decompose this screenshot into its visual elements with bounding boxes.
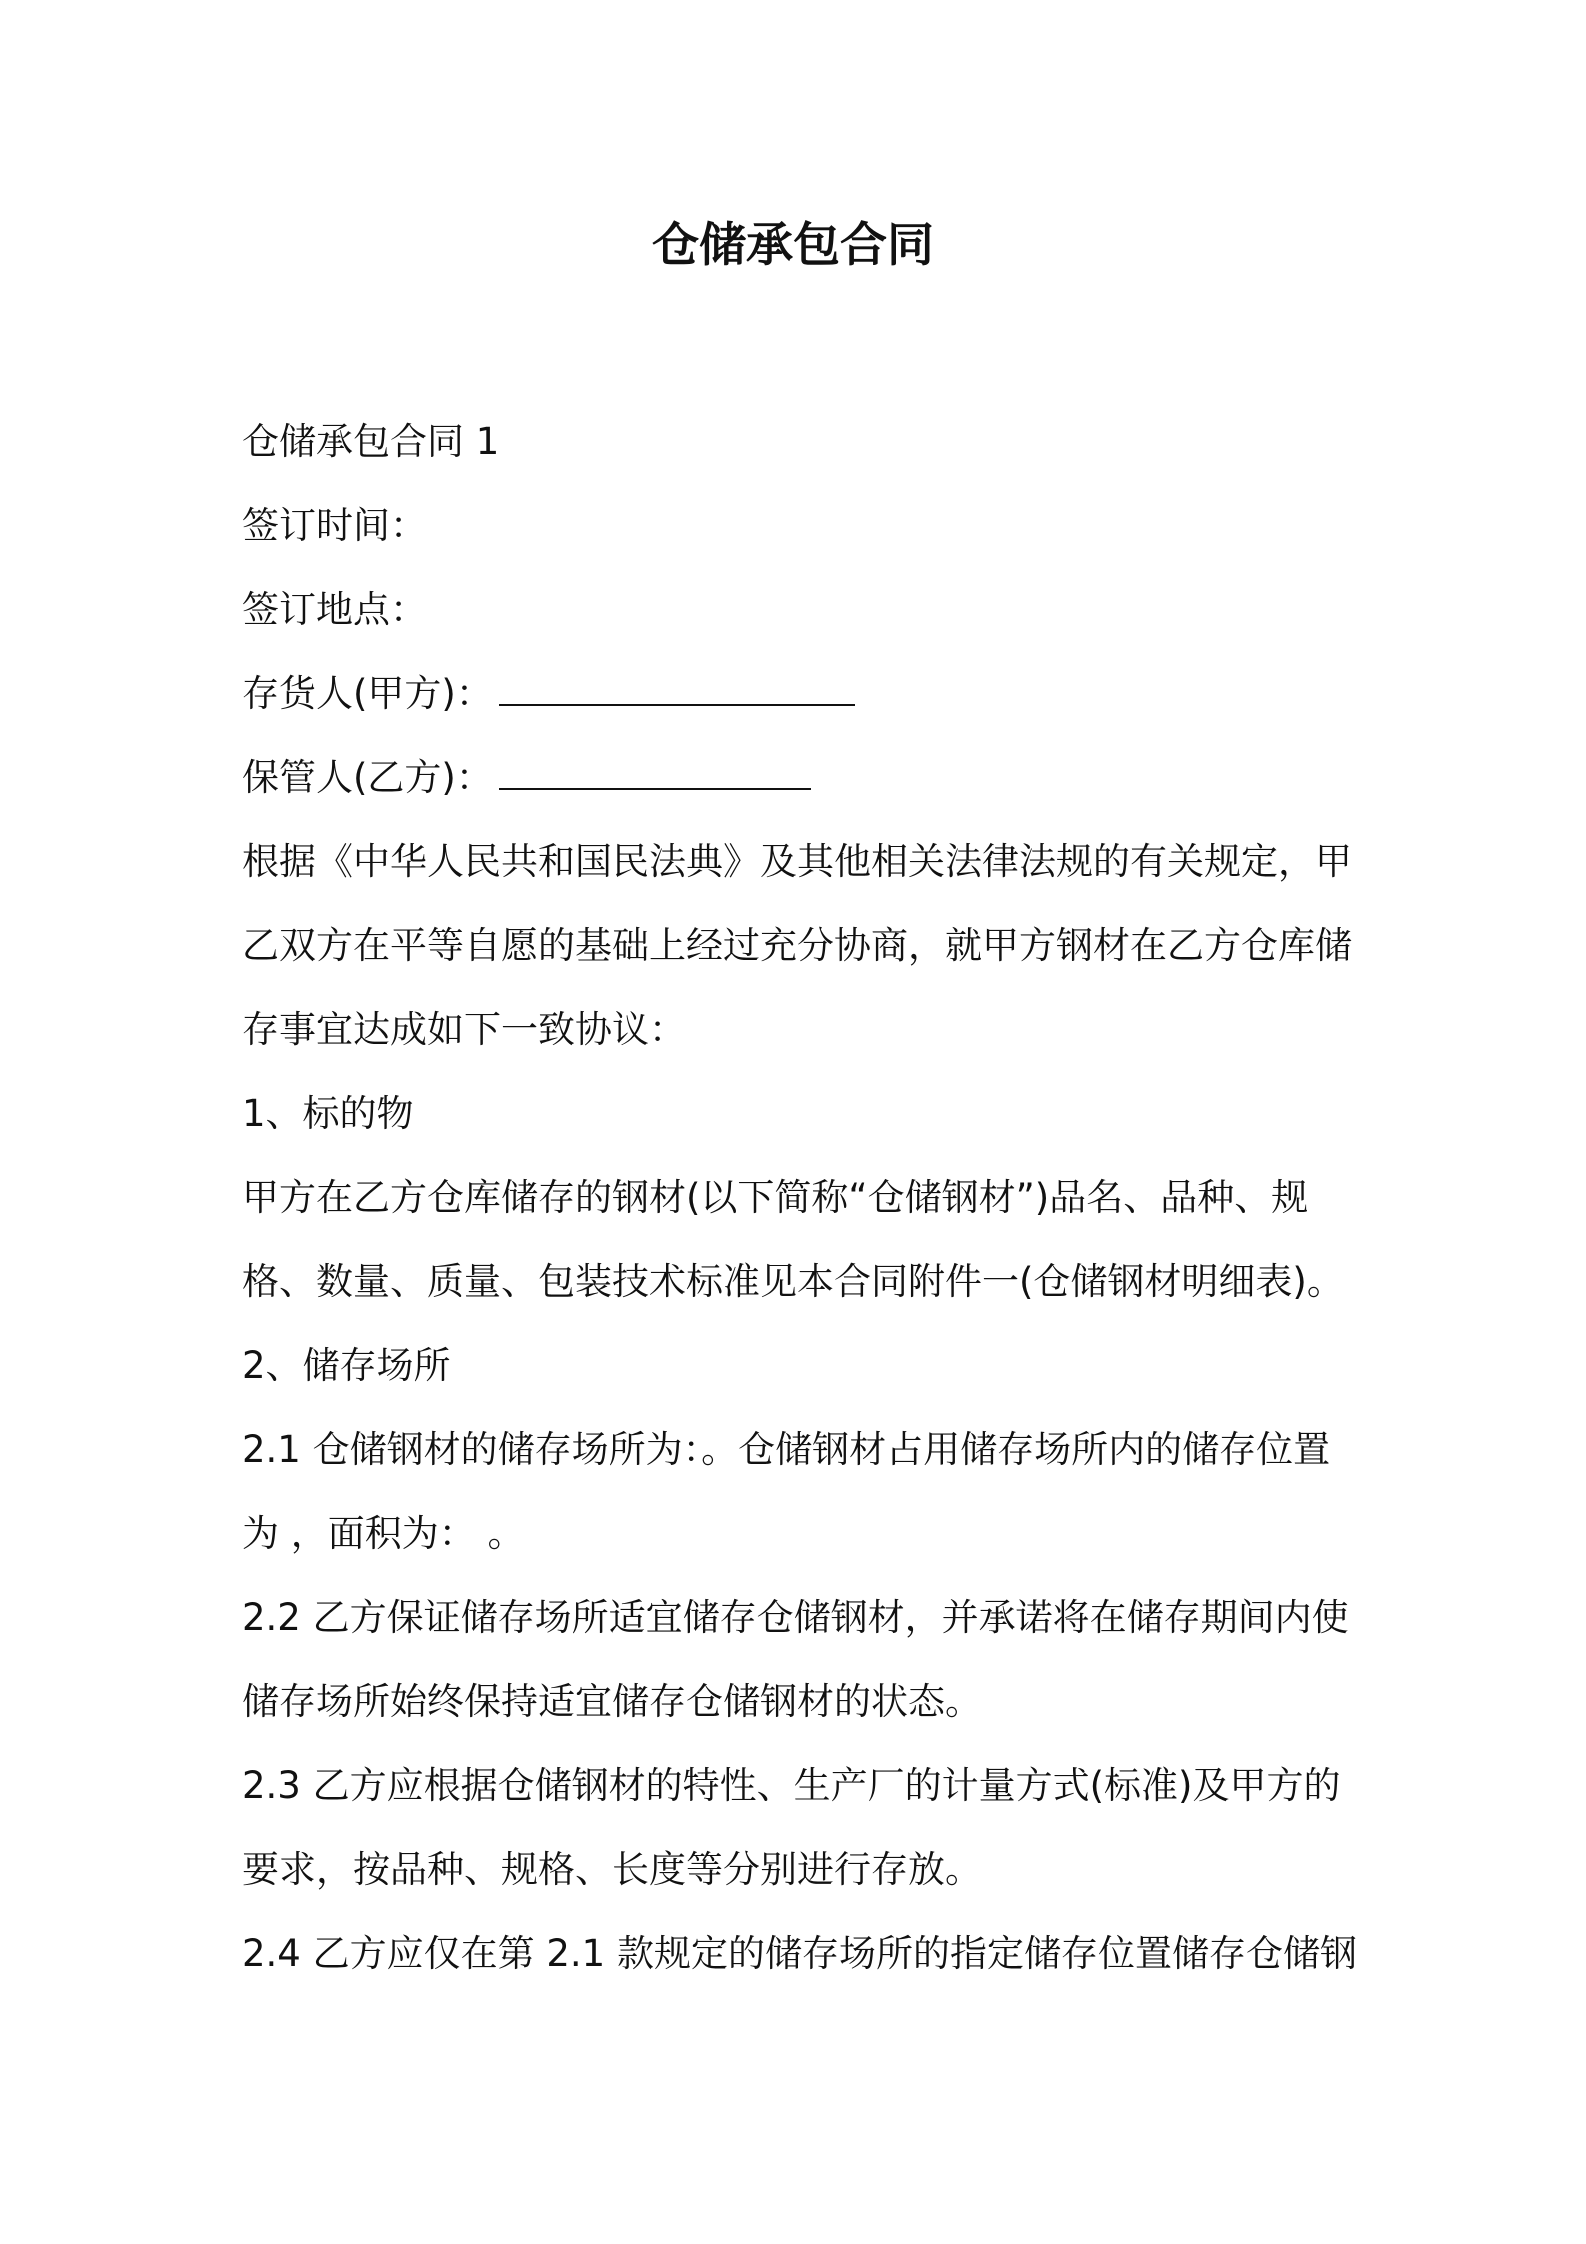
party-b-blank xyxy=(499,748,811,790)
intro-paragraph-line: 存事宜达成如下一致协议： xyxy=(242,1008,686,1051)
clause-2-3-line: 2.3 乙方应根据仓储钢材的特性、生产厂的计量方式(标准)及甲方的 xyxy=(242,1764,1341,1807)
party-a-blank xyxy=(499,664,855,706)
section-1-text-line: 格、数量、质量、包装技术标准见本合同附件一(仓储钢材明细表)。 xyxy=(242,1260,1344,1303)
clause-2-1-line: 2.1 仓储钢材的储存场所为：。仓储钢材占用储存场所内的储存位置 xyxy=(242,1428,1331,1471)
intro-paragraph-line: 乙双方在平等自愿的基础上经过充分协商，就甲方钢材在乙方仓库储 xyxy=(242,924,1352,967)
clause-2-2-line: 储存场所始终保持适宜储存仓储钢材的状态。 xyxy=(242,1680,982,1723)
contract-heading: 仓储承包合同 1 xyxy=(242,420,500,463)
document-body xyxy=(242,400,1362,1996)
clause-2-4-line: 2.4 乙方应仅在第 2.1 款规定的储存场所的指定储存位置储存仓储钢 xyxy=(242,1932,1357,1975)
party-b-label: 保管人(乙方)： xyxy=(242,756,493,799)
clause-2-2-line: 2.2 乙方保证储存场所适宜储存仓储钢材，并承诺将在储存期间内使 xyxy=(242,1596,1349,1639)
clause-2-1-line: 为 ，面积为： 。 xyxy=(242,1512,525,1555)
section-2-title: 2、储存场所 xyxy=(242,1344,451,1387)
document-title: 仓储承包合同 xyxy=(652,218,934,273)
clause-2-3-line: 要求，按品种、规格、长度等分别进行存放。 xyxy=(242,1848,982,1891)
sign-place-line: 签订地点： xyxy=(242,588,427,631)
section-1-text-line: 甲方在乙方仓库储存的钢材(以下简称“仓储钢材”)品名、品种、规 xyxy=(242,1176,1309,1219)
party-a-line xyxy=(242,652,1362,736)
intro-paragraph-line: 根据《中华人民共和国民法典》及其他相关法律法规的有关规定，甲 xyxy=(242,840,1352,883)
party-b-line xyxy=(242,736,1362,820)
sign-time-line: 签订时间： xyxy=(242,504,427,547)
party-a-label: 存货人(甲方)： xyxy=(242,672,493,715)
section-1-title: 1、标的物 xyxy=(242,1092,414,1135)
